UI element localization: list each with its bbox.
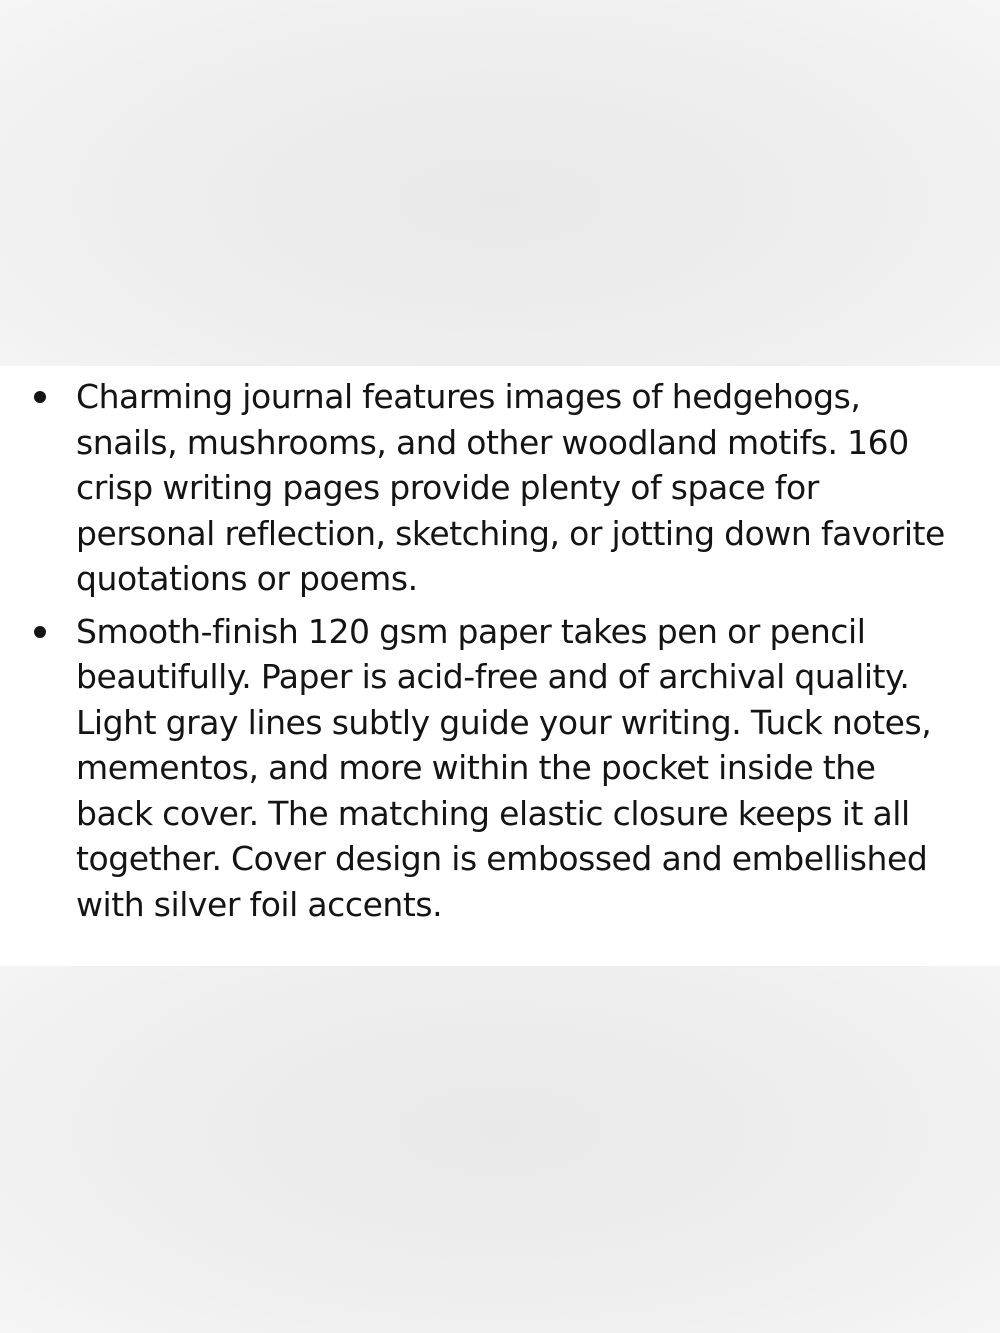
feature-bullet-text: Charming journal features images of hedgehogs, snails, mushrooms, and other woodland motifs. 160 crisp writing pages provide plenty of space for personal reflection, sketching, or jotting down favorite quotations or poems. xyxy=(76,377,945,598)
top-background xyxy=(0,0,1000,366)
feature-bullet-2 xyxy=(0,609,1000,928)
bottom-background xyxy=(0,966,1000,1333)
feature-text-panel xyxy=(0,366,1000,966)
feature-bullet-1 xyxy=(0,374,1000,602)
bullet-icon xyxy=(34,391,46,403)
feature-bullet-text: Smooth-finish 120 gsm paper takes pen or pencil beautifully. Paper is acid-free and of archival quality. Light gray lines subtly guide your writing. Tuck notes, mementos, and more within the pocket inside the back cover. The matching elastic closure keeps it all together. Cover design is embossed and embellished with silver foil accents. xyxy=(76,611,932,924)
feature-bullet-list xyxy=(0,374,1000,934)
bullet-icon xyxy=(34,626,46,638)
